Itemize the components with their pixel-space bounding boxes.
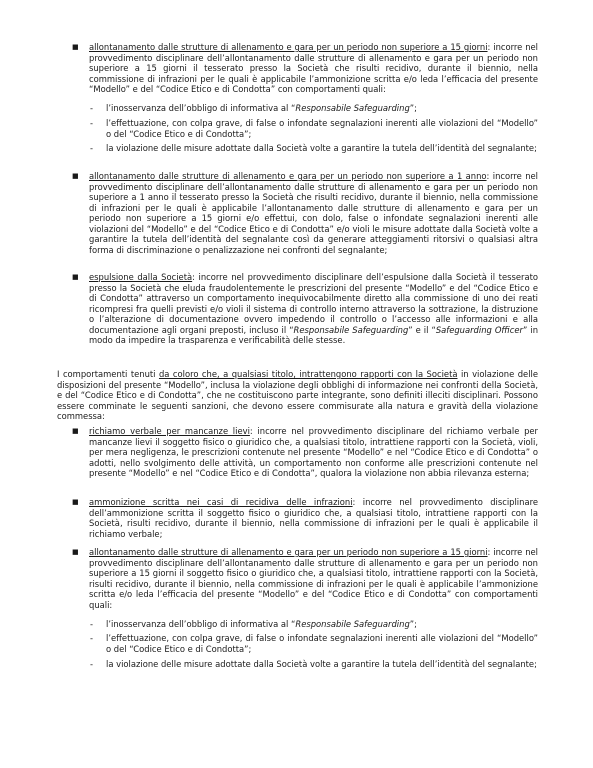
sanction-item <box>89 42 538 95</box>
sanction-heading: richiamo verbale per mancanze lievi <box>89 426 250 436</box>
sub-item: l’effettuazione, con colpa grave, di false o infondate segnalazioni inerenti alle violazioni del “Modello” o del “Codice Etico e di Condotta”; <box>106 633 538 654</box>
sanction-item <box>89 426 538 479</box>
sub-item: l’effettuazione, con colpa grave, di false o infondate segnalazioni inerenti alle violazioni del “Modello” o del “Codice Etico e di Condotta”; <box>106 118 538 139</box>
dash-marker: - <box>90 143 94 153</box>
dash-marker: - <box>90 659 94 669</box>
bullet-marker: ■ <box>72 43 79 51</box>
sanction-heading: allontanamento dalle strutture di allenamento e gara per un periodo non superiore a 1 anno <box>89 171 487 181</box>
sanction-heading: allontanamento dalle strutture di allenamento e gara per un periodo non superiore a 15 giorni <box>89 547 488 557</box>
bullet-marker: ■ <box>72 273 79 281</box>
sub-item: l’inosservanza dell’obbligo di informativa al “Responsabile Safeguarding”; <box>106 619 417 629</box>
bullet-marker: ■ <box>72 427 79 435</box>
bullet-marker: ■ <box>72 548 79 556</box>
sanction-item <box>89 171 538 255</box>
sub-item: l’inosservanza dell’obbligo di informativa al “Responsabile Safeguarding”; <box>106 103 417 113</box>
sub-item: la violazione delle misure adottate dalla Società volte a garantire la tutela dell’identità del segnalante; <box>106 659 537 669</box>
sanction-text: : incorre nel provvedimento disciplinare dell’allontanamento dalle strutture di allenamento e gara per un periodo non superiore a 15 giorni il tesserato presso la Società che risulti recidivo, durante il biennio, nella commissione di infrazioni per le quali è applicabile l’ammonizione scritta e/o leda l’efficacia del presente “Modello” e del “Codice Etico e di Condotta” con comportamenti quali: <box>89 42 538 94</box>
sanction-text: : incorre nel provvedimento disciplinare dell’allontanamento dalle strutture di allenamento e gara per un periodo non superiore a 15 giorni il soggetto fisico o giuridico che, a qualsiasi titolo, intrattiene rapporti con la Società, risulti recidivo, durante il biennio, nella commissione di infrazioni per le quali è applicabile l’ammonizione scritta e/o leda l’efficacia del presente “Modello” e del “Codice Etico e di Condotta” con comportamenti quali: <box>89 547 538 610</box>
sub-item: la violazione delle misure adottate dalla Società volte a garantire la tutela dell’identità del segnalante; <box>106 143 537 153</box>
sanction-heading: espulsione dalla Società <box>89 272 193 282</box>
sanction-item: espulsione dalla Società: incorre nel provvedimento disciplinare dell’espulsione dalla Società il tesserato presso la Società che eluda fraudolentemente le prescrizioni del presente “Modello” e del “Codice Etico e di Condotta” attraverso un comportamento inequivocabilmente diretto alla commissione di uno dei reati ricompresi fra quelli previsti e/o violi il sistema di controllo interno attraverso la sottrazione, la distruzione o l’alterazione di documentazione ovvero impedendo il controllo o l’accesso alle informazioni e alla documentazione agli organi preposti, incluso il “Responsabile Safeguarding” e il “Safeguarding Officer” in modo da impedire la trasparenza e verificabilità delle stesse. <box>89 272 539 345</box>
bullet-marker: ■ <box>72 498 79 506</box>
sanction-heading: allontanamento dalle strutture di allenamento e gara per un periodo non superiore a 15 giorni <box>89 42 488 52</box>
body-paragraph: I comportamenti tenuti da coloro che, a qualsiasi titolo, intrattengono rapporti con la Società in violazione delle disposizioni del presente “Modello”, inclusa la violazione degli obblighi di informazione nei confronti della Società, e del “Codice Etico e di Condotta”, che ne costituiscono parte integrante, sono definiti illeciti disciplinari. Possono essere comminate le seguenti sanzioni, che devono essere commisurate alla natura e gravità della violazione commessa: <box>57 369 538 421</box>
sanction-heading: ammonizione scritta nei casi di recidiva delle infrazioni <box>89 497 353 507</box>
sanction-text: : incorre nel provvedimento disciplinare dell’ammonizione scritta il soggetto fisico o giuridico che, a qualsiasi titolo, intrattiene rapporti con la Società, risulti recidivo, durante il biennio, nella commissione di infrazioni per le quali è applicabile il richiamo verbale; <box>89 497 538 539</box>
dash-marker: - <box>90 118 94 128</box>
dash-marker: - <box>90 103 94 113</box>
sanction-item <box>89 547 538 610</box>
sanction-text: : incorre nel provvedimento disciplinare del richiamo verbale per mancanze lievi il soggetto fisico o giuridico che, a qualsiasi titolo, intrattiene rapporti con la Società, violi, per mera negligenza, le prescrizioni contenute nel presente “Modello” e nel “Codice Etico e di Condotta” o adotti, nello svolgimento delle attività, un comportamento non conforme alle prescrizioni contenute nel presente “Modello” e nel “Codice Etico e di Condotta”, qualora la violazione non abbia rilevanza esterna; <box>89 426 538 478</box>
dash-marker: - <box>90 633 94 643</box>
bullet-marker: ■ <box>72 172 79 180</box>
sanction-text: : incorre nel provvedimento disciplinare dell’allontanamento dalle strutture di allenamento e gara per un periodo non superiore a 1 anno il tesserato presso la Società che risulti recidivo, durante il biennio, nella commissione di infrazioni per le quali è applicabile l’allontanamento dalle strutture di allenamento e gara per un periodo non superiore a 15 giorni e/o effettui, con dolo, false o infondate segnalazioni inerenti alle violazioni del “Modello” e del “Codice Etico e di Condotta” e/o violi le misure adottate dalla Società volte a garantire la tutela dell’identità del segnalante così da generare atteggiamenti ritorsivi o qualsiasi altra forma di discriminazione o penalizzazione nei confronti del segnalante; <box>89 171 538 255</box>
sanction-item <box>89 497 538 539</box>
dash-marker: - <box>90 619 94 629</box>
